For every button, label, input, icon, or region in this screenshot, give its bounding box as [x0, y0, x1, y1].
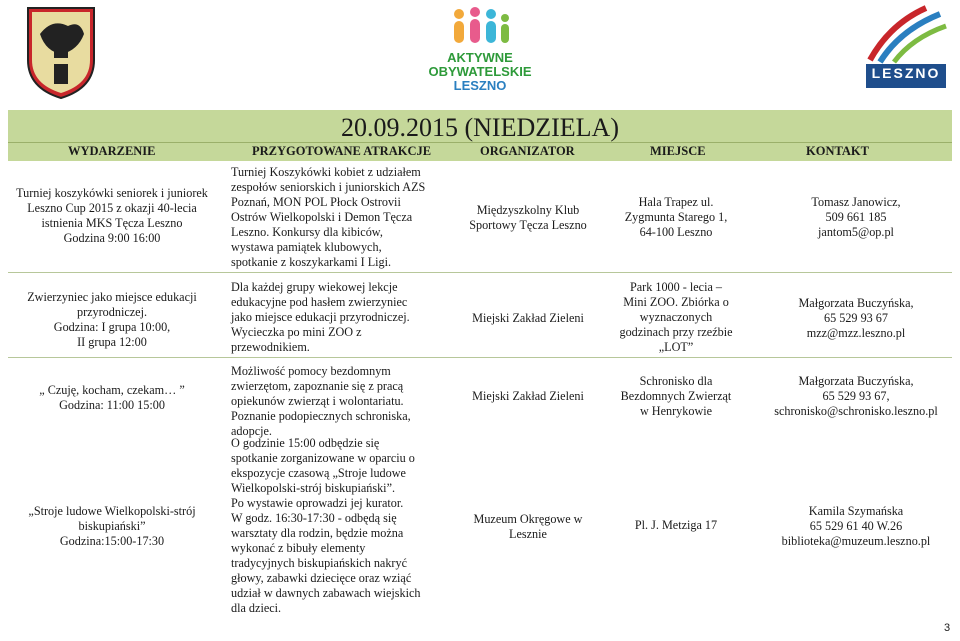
attractions-line: tradycyjnych biskupiańskich nakryć	[231, 556, 407, 570]
attractions-line: Dla każdej grupy wiekowej lekcje	[231, 280, 398, 294]
leszno-logo-title: LESZNO	[866, 64, 946, 88]
event-cell	[6, 504, 218, 549]
event-line: Leszno Cup 2015 z okazji 40-lecia	[27, 201, 197, 215]
contact-email: biblioteka@muzeum.leszno.pl	[781, 534, 931, 548]
contact-cell	[760, 296, 952, 341]
attractions-line: warsztaty dla rodzin, będzie można	[231, 526, 404, 540]
date-banner	[8, 110, 952, 142]
attractions-line: udział w dawnych zabawach wiejskich	[231, 586, 421, 600]
event-time: Godzina: I grupa 10:00,	[53, 320, 171, 334]
organizer-line: Muzeum Okręgowe w	[473, 512, 583, 526]
attractions-line: Wielkopolski-strój biskupiański”.	[231, 481, 396, 495]
attractions-line: Poznanie podopiecznych schroniska,	[231, 409, 411, 423]
place-cell	[604, 280, 748, 355]
attractions-line: jako miejsce edukacji przyrodniczej.	[231, 310, 410, 324]
attractions-line: wykonać z bibuły elementy	[231, 541, 366, 555]
place-line: Hala Trapez ul.	[638, 195, 714, 209]
place-cell	[604, 374, 748, 419]
contact-phone: 509 661 185	[825, 210, 887, 224]
organizer-line: Lesznie	[509, 527, 547, 541]
event-time: Godzina:15:00-17:30	[59, 534, 165, 548]
attractions-cell	[231, 280, 443, 355]
aktywne-obywatelskie-leszno-logo	[420, 6, 540, 98]
place-line: Bezdomnych Zwierząt	[620, 389, 732, 403]
event-line: Turniej koszykówki seniorek i juniorek	[16, 186, 208, 200]
place-line: w Henrykowie	[639, 404, 713, 418]
attractions-line: dla dzieci.	[231, 601, 282, 615]
middle-logo-line-1: AKTYWNE	[447, 50, 513, 65]
attractions-line: Poznań, MON POL Płock Ostrovii	[231, 195, 401, 209]
header-attractions: PRZYGOTOWANE ATRAKCJE	[252, 144, 432, 158]
attractions-line: Po wystawie oprowadzi jej kurator.	[231, 496, 404, 510]
contact-phone: 65 529 93 67,	[822, 389, 890, 403]
place-line: Schronisko dla	[639, 374, 713, 388]
contact-name: Kamila Szymańska	[808, 504, 904, 518]
contact-email: jantom5@op.pl	[818, 225, 894, 239]
place-line: 64-100 Leszno	[639, 225, 713, 239]
place-line: „LOT”	[658, 340, 694, 354]
attractions-line: Leszno. Konkursy dla kibiców,	[231, 225, 383, 239]
organizer-cell	[454, 512, 602, 542]
attractions-line: O godzinie 15:00 odbędzie się	[231, 436, 380, 450]
attractions-line: ekspozycje czasową „Stroje ludowe	[231, 466, 406, 480]
event-date: 20.09.2015 (NIEDZIELA)	[341, 113, 619, 142]
place-line: godzinach przy rzeźbie	[619, 325, 733, 339]
event-title: „ Czuję, kocham, czekam… ”	[39, 383, 185, 397]
contact-cell	[760, 195, 952, 240]
contact-name: Małgorzata Buczyńska,	[798, 296, 914, 310]
organizer-line: Miejski Zakład Zieleni	[472, 389, 584, 403]
attractions-cell	[231, 436, 443, 616]
attractions-line: spotkanie zorganizowane w oparciu o	[231, 451, 415, 465]
attractions-line: Turniej Koszykówki kobiet z udziałem	[231, 165, 421, 179]
event-cell	[6, 290, 218, 350]
attractions-line: Ostrów Wielkopolski i Demon Tęcza	[231, 210, 413, 224]
header-place: MIEJSCE	[650, 144, 706, 158]
contact-email: mzz@mzz.leszno.pl	[806, 326, 906, 340]
contact-phone: 65 529 93 67	[824, 311, 888, 325]
attractions-line: przewodnikiem.	[231, 340, 310, 354]
place-line: Mini ZOO. Zbiórka o	[623, 295, 729, 309]
page-number: 3	[944, 622, 951, 634]
event-line: Zwierzyniec jako miejsce edukacji	[27, 290, 197, 304]
event-title: biskupiański”	[78, 519, 146, 533]
place-cell	[604, 195, 748, 240]
contact-phone: 65 529 61 40 W.26	[809, 519, 903, 533]
organizer-cell	[454, 311, 602, 326]
contact-name: Małgorzata Buczyńska,	[798, 374, 914, 388]
contact-cell	[760, 504, 952, 549]
event-time: II grupa 12:00	[77, 335, 147, 349]
organizer-line: Sportowy Tęcza Leszno	[469, 218, 587, 232]
row-divider	[8, 272, 952, 273]
attractions-line: edukacyjne pod hasłem zwierzyniec	[231, 295, 408, 309]
row-divider	[8, 357, 952, 358]
header-event: WYDARZENIE	[68, 144, 156, 158]
attractions-line: adopcje.	[231, 424, 272, 438]
leszno-logo-subtitle: ROZWIŃ SKRZYDŁA	[876, 84, 936, 90]
table-header	[8, 142, 952, 161]
middle-logo-line-3: LESZNO	[453, 78, 507, 93]
contact-cell	[760, 374, 952, 419]
event-cell	[6, 186, 218, 246]
attractions-line: zespołów seniorskich i juniorskich AZS	[231, 180, 426, 194]
header-organizer: ORGANIZATOR	[480, 144, 575, 158]
place-line: Zygmunta Starego 1,	[624, 210, 728, 224]
figures-icon	[445, 6, 515, 46]
place-line: Park 1000 - lecia –	[629, 280, 723, 294]
header-contact: KONTAKT	[806, 144, 869, 158]
attractions-line: W godz. 16:30-17:30 - odbędą się	[231, 511, 397, 525]
event-time: Godzina 9:00 16:00	[63, 231, 161, 245]
organizer-cell	[454, 203, 602, 233]
city-coat-of-arms-logo	[22, 4, 100, 100]
middle-logo-line-2: OBYWATELSKIE	[428, 64, 532, 79]
attractions-line: Wycieczka po mini ZOO z	[231, 325, 362, 339]
organizer-cell	[454, 389, 602, 404]
attractions-line: Możliwość pomocy bezdomnym	[231, 364, 391, 378]
place-cell	[604, 518, 748, 533]
attractions-line: zwierzętom, zapoznanie się z pracą	[231, 379, 404, 393]
contact-name: Tomasz Janowicz,	[811, 195, 901, 209]
event-time: Godzina: 11:00 15:00	[59, 398, 165, 412]
place-line: Pl. J. Metziga 17	[634, 518, 718, 532]
place-line: wyznaczonych	[639, 310, 713, 324]
event-title: „Stroje ludowe Wielkopolski-strój	[28, 504, 196, 518]
attractions-line: głowy, zabawki dziecięce oraz wziąć	[231, 571, 412, 585]
attractions-cell	[231, 364, 443, 439]
contact-email: schronisko@schronisko.leszno.pl	[774, 404, 938, 418]
organizer-line: Miejski Zakład Zieleni	[472, 311, 584, 325]
attractions-line: wystawa pamiątek klubowych,	[231, 240, 382, 254]
organizer-line: Międzyszkolny Klub	[476, 203, 580, 217]
attractions-line: opiekunów zwierząt i wolontariatu.	[231, 394, 404, 408]
attractions-cell	[231, 165, 443, 270]
event-cell	[6, 383, 218, 413]
event-line: istnienia MKS Tęcza Leszno	[41, 216, 183, 230]
event-line: przyrodniczej.	[76, 305, 148, 319]
attractions-line: spotkanie z koszykarkami I Ligi.	[231, 255, 392, 269]
